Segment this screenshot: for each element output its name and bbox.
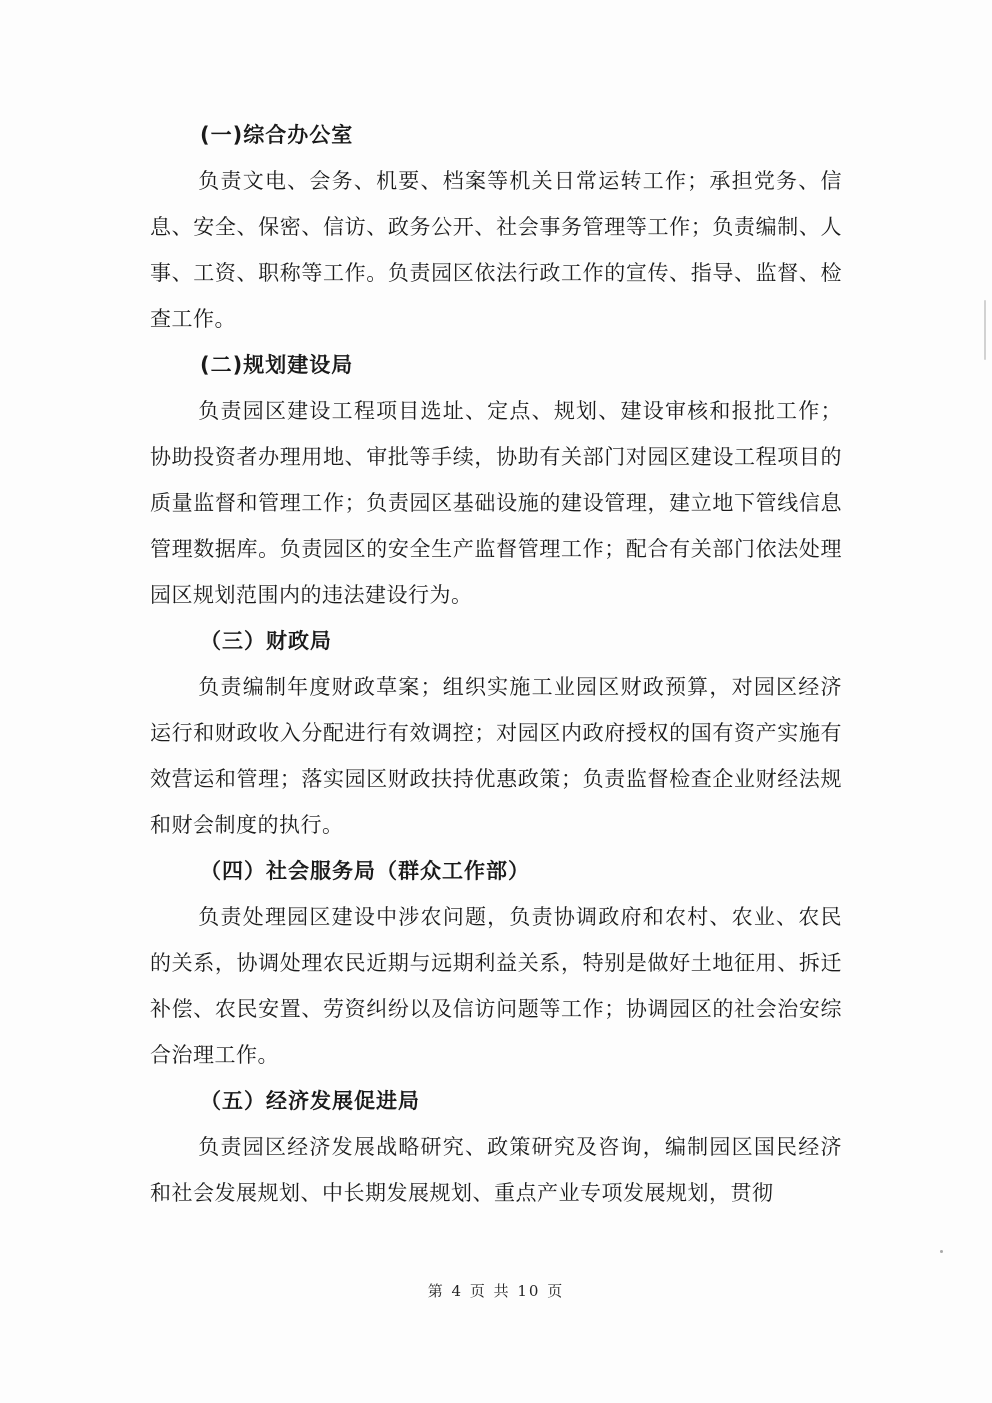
section-heading-office: (一)综合办公室 — [200, 123, 354, 147]
section-body-finance: 负责编制年度财政草案；组织实施工业园区财政预算，对园区经济运行和财政收入分配进行有效调控；对园区内政府授权的国有资产实施有效营运和管理；落实园区财政扶持优惠政策；负责监督检查企业财经法规和财会制度的执行。 — [150, 675, 842, 837]
section-heading-economic-development: （五）经济发展促进局 — [200, 1089, 420, 1113]
section-body-planning: 负责园区建设工程项目选址、定点、规划、建设审核和报批工作；协助投资者办理用地、审批等手续，协助有关部门对园区建设工程项目的质量监督和管理工作；负责园区基础设施的建设管理，建立地下管线信息管理数据库。负责园区的安全生产监督管理工作；配合有关部门依法处理园区规划范围内的违法建设行为。 — [150, 399, 842, 607]
section-body-social-services: 负责处理园区建设中涉农问题，负责协调政府和农村、农业、农民的关系，协调处理农民近期与远期利益关系，特别是做好土地征用、拆迁补偿、农民安置、劳资纠纷以及信访问题等工作；协调园区的社会治安综合治理工作。 — [150, 905, 842, 1067]
section-heading-social-services: （四）社会服务局（群众工作部） — [200, 859, 530, 883]
section-heading-finance: （三）财政局 — [200, 629, 332, 653]
section-heading-planning: (二)规划建设局 — [200, 353, 354, 377]
section-body-office: 负责文电、会务、机要、档案等机关日常运转工作；承担党务、信息、安全、保密、信访、政务公开、社会事务管理等工作；负责编制、人事、工资、职称等工作。负责园区依法行政工作的宣传、指导、监督、检查工作。 — [150, 169, 842, 331]
scan-speck — [940, 1250, 943, 1253]
page-number-footer: 第 4 页 共 10 页 — [427, 1282, 565, 1300]
section-body-economic-development: 负责园区经济发展战略研究、政策研究及咨询，编制园区国民经济和社会发展规划、中长期发展规划、重点产业专项发展规划，贯彻 — [150, 1135, 842, 1205]
scan-speck — [984, 300, 986, 360]
document-content — [150, 112, 842, 1216]
